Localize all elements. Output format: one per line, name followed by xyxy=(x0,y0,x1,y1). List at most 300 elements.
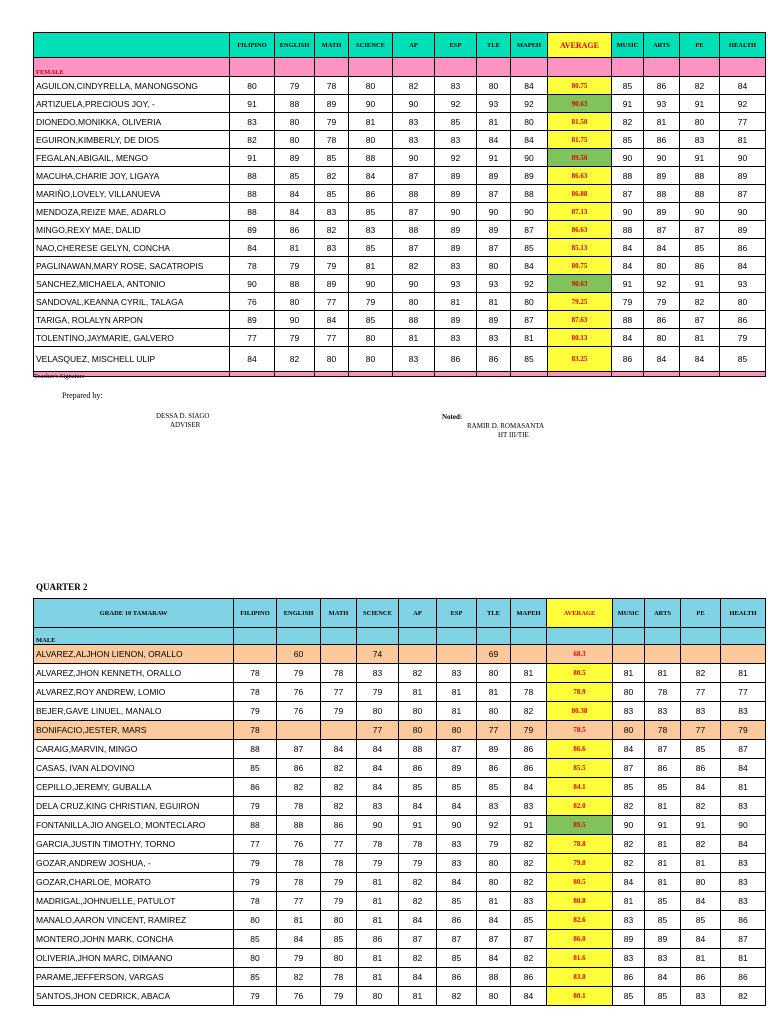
grade-esp: 85 xyxy=(437,949,477,968)
grade-average: 80.5 xyxy=(547,664,613,683)
grade-pe: 83 xyxy=(681,702,721,721)
grade-ap: 78 xyxy=(399,835,437,854)
grade-average: 85.5 xyxy=(547,759,613,778)
table-header-row xyxy=(34,599,766,628)
grade-health: 81 xyxy=(721,949,766,968)
adviser-name: DESSA D. SIAGO xyxy=(156,412,210,420)
grade-ap: 88 xyxy=(399,740,437,759)
grade-filipino: 77 xyxy=(230,329,275,347)
grade-music: 79 xyxy=(612,293,644,311)
grade-pe: 81 xyxy=(681,949,721,968)
grade-filipino: 89 xyxy=(230,311,275,329)
grade-music: 86 xyxy=(613,968,645,987)
grade-math: 82 xyxy=(321,759,357,778)
grade-english: 81 xyxy=(277,911,321,930)
grade-math xyxy=(321,645,357,664)
grade-esp: 83 xyxy=(437,664,477,683)
grade-filipino: 80 xyxy=(234,949,277,968)
grade-science: 86 xyxy=(357,930,399,949)
student-name: PARAME,JEFFERSON, VARGAS xyxy=(34,968,234,987)
footer-cell xyxy=(511,372,548,377)
grade-average: 79.25 xyxy=(548,293,612,311)
header-ap: AP xyxy=(393,33,435,58)
grade-health: 80 xyxy=(720,293,766,311)
grade-tle: 84 xyxy=(477,949,511,968)
grade-arts: 81 xyxy=(644,113,680,131)
grade-health: 81 xyxy=(720,131,766,149)
footer-cell xyxy=(680,372,720,377)
grade-english: 80 xyxy=(275,293,315,311)
grade-ap: 80 xyxy=(393,293,435,311)
grade-english: 85 xyxy=(275,167,315,185)
student-name: GARCIA,JUSTIN TIMOTHY, TORNO xyxy=(34,835,234,854)
grade-mapeh: 82 xyxy=(511,702,547,721)
grade-math: 79 xyxy=(321,892,357,911)
grade-science: 74 xyxy=(357,645,399,664)
grade-science: 90 xyxy=(349,95,393,113)
grade-arts: 79 xyxy=(644,293,680,311)
grade-pe: 87 xyxy=(680,311,720,329)
table-row xyxy=(34,311,766,329)
grade-english: 79 xyxy=(275,77,315,95)
grade-mapeh: 84 xyxy=(511,77,548,95)
grade-english: 76 xyxy=(277,987,321,1006)
grade-filipino: 85 xyxy=(234,968,277,987)
grade-music: 80 xyxy=(613,721,645,740)
student-name: EGUIRON,KIMBERLY, DE DIOS xyxy=(34,131,230,149)
section-blank-cell xyxy=(681,628,721,645)
grade-tle: 91 xyxy=(477,149,511,167)
student-name: MACUHA,CHARIE JOY, LIGAYA xyxy=(34,167,230,185)
header-pe: PE xyxy=(680,33,720,58)
grade-english: 86 xyxy=(275,221,315,239)
grade-average: 80.8 xyxy=(547,892,613,911)
grade-science: 88 xyxy=(349,149,393,167)
table-row xyxy=(34,167,766,185)
grade-health: 84 xyxy=(721,835,766,854)
grade-science: 83 xyxy=(349,221,393,239)
grade-tle: 89 xyxy=(477,311,511,329)
grade-average: 78.8 xyxy=(547,835,613,854)
grade-science: 85 xyxy=(349,203,393,221)
grade-pe: 80 xyxy=(681,873,721,892)
grade-arts: 85 xyxy=(645,892,681,911)
grade-mapeh: 86 xyxy=(511,759,547,778)
grade-esp: 80 xyxy=(437,721,477,740)
grade-arts: 78 xyxy=(645,721,681,740)
grade-esp: 89 xyxy=(435,167,477,185)
grade-arts: 81 xyxy=(645,797,681,816)
grade-health: 87 xyxy=(721,740,766,759)
grade-music: 82 xyxy=(613,854,645,873)
grade-average: 80.75 xyxy=(548,257,612,275)
grade-english: 89 xyxy=(275,149,315,167)
grade-pe: 80 xyxy=(680,113,720,131)
grade-mapeh: 81 xyxy=(511,329,548,347)
table-row xyxy=(34,930,766,949)
grade-mapeh: 84 xyxy=(511,131,548,149)
table-row xyxy=(34,911,766,930)
section-row-male xyxy=(34,628,766,645)
student-name: FEGALAN,ABIGAIL, MENGO xyxy=(34,149,230,167)
grade-english: 78 xyxy=(277,854,321,873)
grade-esp: 81 xyxy=(437,683,477,702)
student-name: MINGO,REXY MAE, DALID xyxy=(34,221,230,239)
grade-music: 85 xyxy=(613,987,645,1006)
grade-mapeh: 81 xyxy=(511,664,547,683)
student-name: ALVAREZ,ALJHON LIENON, ORALLO xyxy=(34,645,234,664)
grade-music: 81 xyxy=(613,892,645,911)
section-blank-cell xyxy=(399,628,437,645)
grade-health xyxy=(721,645,766,664)
grade-ap: 87 xyxy=(393,167,435,185)
grade-arts: 80 xyxy=(644,329,680,347)
grade-ap: 90 xyxy=(393,149,435,167)
grade-tle: 89 xyxy=(477,740,511,759)
student-name: FONTANILLA,JIO ANGELO, MONTECLARO xyxy=(34,816,234,835)
grade-tle: 87 xyxy=(477,185,511,203)
grade-esp xyxy=(437,645,477,664)
grade-english: 82 xyxy=(277,778,321,797)
grade-average: 78.9 xyxy=(547,683,613,702)
grade-tle: 77 xyxy=(477,721,511,740)
grade-ap: 84 xyxy=(399,797,437,816)
grade-english: 77 xyxy=(277,892,321,911)
grade-arts: 91 xyxy=(645,816,681,835)
section-blank-cell xyxy=(275,58,315,77)
section-blank-cell xyxy=(230,58,275,77)
noted-title: HT III/TIE xyxy=(498,431,529,439)
grade-filipino: 88 xyxy=(234,816,277,835)
grade-ap: 82 xyxy=(399,892,437,911)
grade-ap: 90 xyxy=(393,95,435,113)
grade-health: 86 xyxy=(721,968,766,987)
student-name: PAGLINAWAN,MARY ROSE, SACATROPIS xyxy=(34,257,230,275)
grade-esp: 89 xyxy=(435,221,477,239)
grade-english: 79 xyxy=(277,664,321,683)
grade-ap: 87 xyxy=(393,239,435,257)
table-row xyxy=(34,759,766,778)
footer-cell xyxy=(435,372,477,377)
table-row xyxy=(34,95,766,113)
noted-name: RAMIR D. ROMASANTA xyxy=(467,422,545,430)
grade-tle: 80 xyxy=(477,987,511,1006)
grade-health: 83 xyxy=(721,797,766,816)
grade-arts: 80 xyxy=(644,257,680,275)
grade-music: 85 xyxy=(612,77,644,95)
section-row-female xyxy=(34,58,766,77)
student-name: BONIFACIO,JESTER, MARS xyxy=(34,721,234,740)
grade-filipino: 90 xyxy=(230,275,275,293)
header-esp: ESP xyxy=(437,599,477,628)
table-row xyxy=(34,854,766,873)
table-row xyxy=(34,664,766,683)
section-blank-cell xyxy=(234,628,277,645)
student-name: OLIVERIA,JHON MARC, DIMAANO xyxy=(34,949,234,968)
grade-tle: 86 xyxy=(477,347,511,372)
grade-science: 84 xyxy=(357,759,399,778)
footer-cell xyxy=(612,372,644,377)
grade-esp: 83 xyxy=(437,835,477,854)
section-blank-cell xyxy=(645,628,681,645)
grade-science: 80 xyxy=(349,329,393,347)
table-row xyxy=(34,239,766,257)
grade-filipino: 84 xyxy=(230,239,275,257)
footer-cell xyxy=(230,372,275,377)
grade-esp: 83 xyxy=(437,854,477,873)
grade-music: 88 xyxy=(612,311,644,329)
grade-ap: 80 xyxy=(399,702,437,721)
grade-english: 81 xyxy=(275,239,315,257)
table-row xyxy=(34,835,766,854)
grade-math: 79 xyxy=(315,113,349,131)
grade-science: 81 xyxy=(357,892,399,911)
grade-science: 81 xyxy=(357,873,399,892)
grade-arts: 85 xyxy=(645,778,681,797)
grade-pe: 85 xyxy=(681,911,721,930)
grade-music: 82 xyxy=(612,113,644,131)
student-name: BEJER,GAVE LINUEL, MANALO xyxy=(34,702,234,721)
section-blank-cell xyxy=(547,628,613,645)
grade-pe: 84 xyxy=(680,347,720,372)
grade-music: 83 xyxy=(613,702,645,721)
grade-english: 88 xyxy=(277,816,321,835)
grade-english: 84 xyxy=(275,185,315,203)
grade-pe: 91 xyxy=(681,816,721,835)
grade-esp: 81 xyxy=(437,702,477,721)
grade-science: 85 xyxy=(349,311,393,329)
grade-health: 87 xyxy=(720,185,766,203)
section-blank-cell xyxy=(644,58,680,77)
student-name: CARAIG,MARVIN, MINGO xyxy=(34,740,234,759)
grade-arts: 93 xyxy=(644,95,680,113)
grade-math: 82 xyxy=(315,221,349,239)
grade-filipino: 82 xyxy=(230,131,275,149)
table-footer-band xyxy=(34,372,766,377)
section-blank-cell xyxy=(613,628,645,645)
grade-mapeh: 86 xyxy=(511,740,547,759)
grade-pe: 85 xyxy=(680,239,720,257)
header-esp: ESP xyxy=(435,33,477,58)
grade-math: 82 xyxy=(321,778,357,797)
grade-arts: 86 xyxy=(645,759,681,778)
grade-music: 91 xyxy=(612,95,644,113)
grade-mapeh: 79 xyxy=(511,721,547,740)
header-math: MATH xyxy=(315,33,349,58)
grade-ap: 88 xyxy=(393,221,435,239)
grade-average: 78.5 xyxy=(547,721,613,740)
header-english: ENGLISH xyxy=(275,33,315,58)
header-music: MUSIC xyxy=(613,599,645,628)
grade-science: 84 xyxy=(349,167,393,185)
grade-tle: 93 xyxy=(477,95,511,113)
grade-music: 90 xyxy=(613,816,645,835)
grade-arts: 78 xyxy=(645,683,681,702)
grade-music: 90 xyxy=(612,149,644,167)
grade-arts: 86 xyxy=(644,77,680,95)
student-name: SANCHEZ,MICHAELA, ANTONIO xyxy=(34,275,230,293)
grade-esp: 85 xyxy=(435,113,477,131)
header-english: ENGLISH xyxy=(277,599,321,628)
grade-science: 90 xyxy=(349,275,393,293)
grade-music: 84 xyxy=(612,329,644,347)
grade-pe: 86 xyxy=(681,968,721,987)
grade-filipino: 85 xyxy=(234,759,277,778)
grade-english: 79 xyxy=(275,257,315,275)
grade-filipino: 78 xyxy=(234,683,277,702)
section-blank-cell xyxy=(357,628,399,645)
grade-science: 90 xyxy=(357,816,399,835)
grade-esp: 84 xyxy=(437,797,477,816)
grade-pe: 77 xyxy=(681,721,721,740)
table-row xyxy=(34,873,766,892)
grade-math: 78 xyxy=(321,854,357,873)
table-row xyxy=(34,683,766,702)
grade-math: 89 xyxy=(315,275,349,293)
grade-math: 80 xyxy=(315,347,349,372)
grade-math: 77 xyxy=(315,293,349,311)
grade-music: 82 xyxy=(613,835,645,854)
grade-ap: 88 xyxy=(393,185,435,203)
grade-mapeh: 90 xyxy=(511,149,548,167)
grade-average: 86.6 xyxy=(547,740,613,759)
grade-music: 86 xyxy=(612,347,644,372)
grade-math: 80 xyxy=(321,949,357,968)
grade-esp: 89 xyxy=(435,185,477,203)
header-pe: PE xyxy=(681,599,721,628)
grade-pe: 86 xyxy=(681,759,721,778)
student-name: CASAS, IVAN ALDOVINO xyxy=(34,759,234,778)
grade-tle: 80 xyxy=(477,77,511,95)
grade-tle: 84 xyxy=(477,911,511,930)
grade-science: 80 xyxy=(357,987,399,1006)
student-name: MARIÑO,LOVELY, VILLANUEVA xyxy=(34,185,230,203)
grade-tle: 80 xyxy=(477,702,511,721)
header-filipino: FILIPINO xyxy=(230,33,275,58)
section-blank-cell xyxy=(721,628,766,645)
grade-mapeh: 85 xyxy=(511,911,547,930)
grade-filipino: 79 xyxy=(234,854,277,873)
grade-esp: 92 xyxy=(435,95,477,113)
grade-health: 84 xyxy=(720,77,766,95)
grade-mapeh: 87 xyxy=(511,221,548,239)
header-tle: TLE xyxy=(477,33,511,58)
header-ap: AP xyxy=(399,599,437,628)
grade-mapeh: 80 xyxy=(511,293,548,311)
grade-filipino: 79 xyxy=(234,873,277,892)
grade-ap: 81 xyxy=(393,329,435,347)
grade-science: 79 xyxy=(349,293,393,311)
grade-pe: 84 xyxy=(681,930,721,949)
grade-tle: 90 xyxy=(477,203,511,221)
grade-esp: 87 xyxy=(437,930,477,949)
grade-english: 79 xyxy=(275,329,315,347)
grade-science: 81 xyxy=(349,113,393,131)
header-filipino: FILIPINO xyxy=(234,599,277,628)
grade-ap: 79 xyxy=(399,854,437,873)
grade-music: 88 xyxy=(612,167,644,185)
grade-average: 80.38 xyxy=(547,702,613,721)
grade-filipino: 91 xyxy=(230,95,275,113)
grade-mapeh: 82 xyxy=(511,854,547,873)
grade-tle: 87 xyxy=(477,239,511,257)
grade-ap: 87 xyxy=(399,930,437,949)
grade-arts xyxy=(645,645,681,664)
grade-ap: 80 xyxy=(399,721,437,740)
section-blank-cell xyxy=(680,58,720,77)
grade-math: 85 xyxy=(315,149,349,167)
adviser-title: ADVISER xyxy=(170,421,201,429)
grade-pe: 83 xyxy=(681,987,721,1006)
student-name: ALVAREZ,JHON KENNETH, ORALLO xyxy=(34,664,234,683)
grade-mapeh: 84 xyxy=(511,987,547,1006)
grade-math: 89 xyxy=(315,95,349,113)
table-row xyxy=(34,778,766,797)
grade-ap: 82 xyxy=(399,949,437,968)
grade-music: 90 xyxy=(612,203,644,221)
grade-filipino: 79 xyxy=(234,797,277,816)
footer-cell xyxy=(393,372,435,377)
student-name: TOLENTINO,JAYMARIE, GALVERO xyxy=(34,329,230,347)
grade-esp: 84 xyxy=(437,873,477,892)
grade-mapeh: 82 xyxy=(511,949,547,968)
grade-average: 83.25 xyxy=(548,347,612,372)
grade-filipino: 88 xyxy=(234,740,277,759)
student-name: MENDOZA,REIZE MAE, ADARLO xyxy=(34,203,230,221)
grade-ap: 85 xyxy=(399,778,437,797)
grade-average: 83.8 xyxy=(547,968,613,987)
grade-pe: 83 xyxy=(680,131,720,149)
grade-filipino: 78 xyxy=(230,257,275,275)
grade-math: 77 xyxy=(321,683,357,702)
grade-ap: 83 xyxy=(393,113,435,131)
grade-mapeh: 89 xyxy=(511,167,548,185)
header-math: MATH xyxy=(321,599,357,628)
grade-health: 87 xyxy=(721,930,766,949)
footer-cell xyxy=(644,372,680,377)
grade-average: 89.5 xyxy=(547,816,613,835)
grade-math: 83 xyxy=(315,239,349,257)
footer-cell xyxy=(477,372,511,377)
grade-arts: 86 xyxy=(644,311,680,329)
grade-health: 90 xyxy=(720,149,766,167)
table-row xyxy=(34,329,766,347)
grade-science: 81 xyxy=(357,949,399,968)
prepared-by-label: Prepared by: xyxy=(62,391,103,400)
section-blank-cell xyxy=(349,58,393,77)
grade-filipino: 89 xyxy=(230,221,275,239)
grade-pe: 82 xyxy=(681,664,721,683)
grade-tle: 80 xyxy=(477,854,511,873)
section-blank-cell xyxy=(511,628,547,645)
grade-tle: 89 xyxy=(477,221,511,239)
grade-ap: 81 xyxy=(399,987,437,1006)
grade-filipino: 88 xyxy=(230,203,275,221)
grade-health: 93 xyxy=(720,275,766,293)
grade-music: 88 xyxy=(612,221,644,239)
grade-average: 87.13 xyxy=(548,203,612,221)
grade-average: 68.3 xyxy=(547,645,613,664)
grade-tle: 84 xyxy=(477,131,511,149)
student-name: CEPILLO,JEREMY, GUBALLA xyxy=(34,778,234,797)
grade-music: 87 xyxy=(612,185,644,203)
grade-music: 84 xyxy=(612,239,644,257)
grade-math: 79 xyxy=(321,987,357,1006)
grade-average: 90.63 xyxy=(548,275,612,293)
grade-science: 85 xyxy=(349,239,393,257)
grade-arts: 84 xyxy=(645,968,681,987)
grade-science: 86 xyxy=(349,185,393,203)
